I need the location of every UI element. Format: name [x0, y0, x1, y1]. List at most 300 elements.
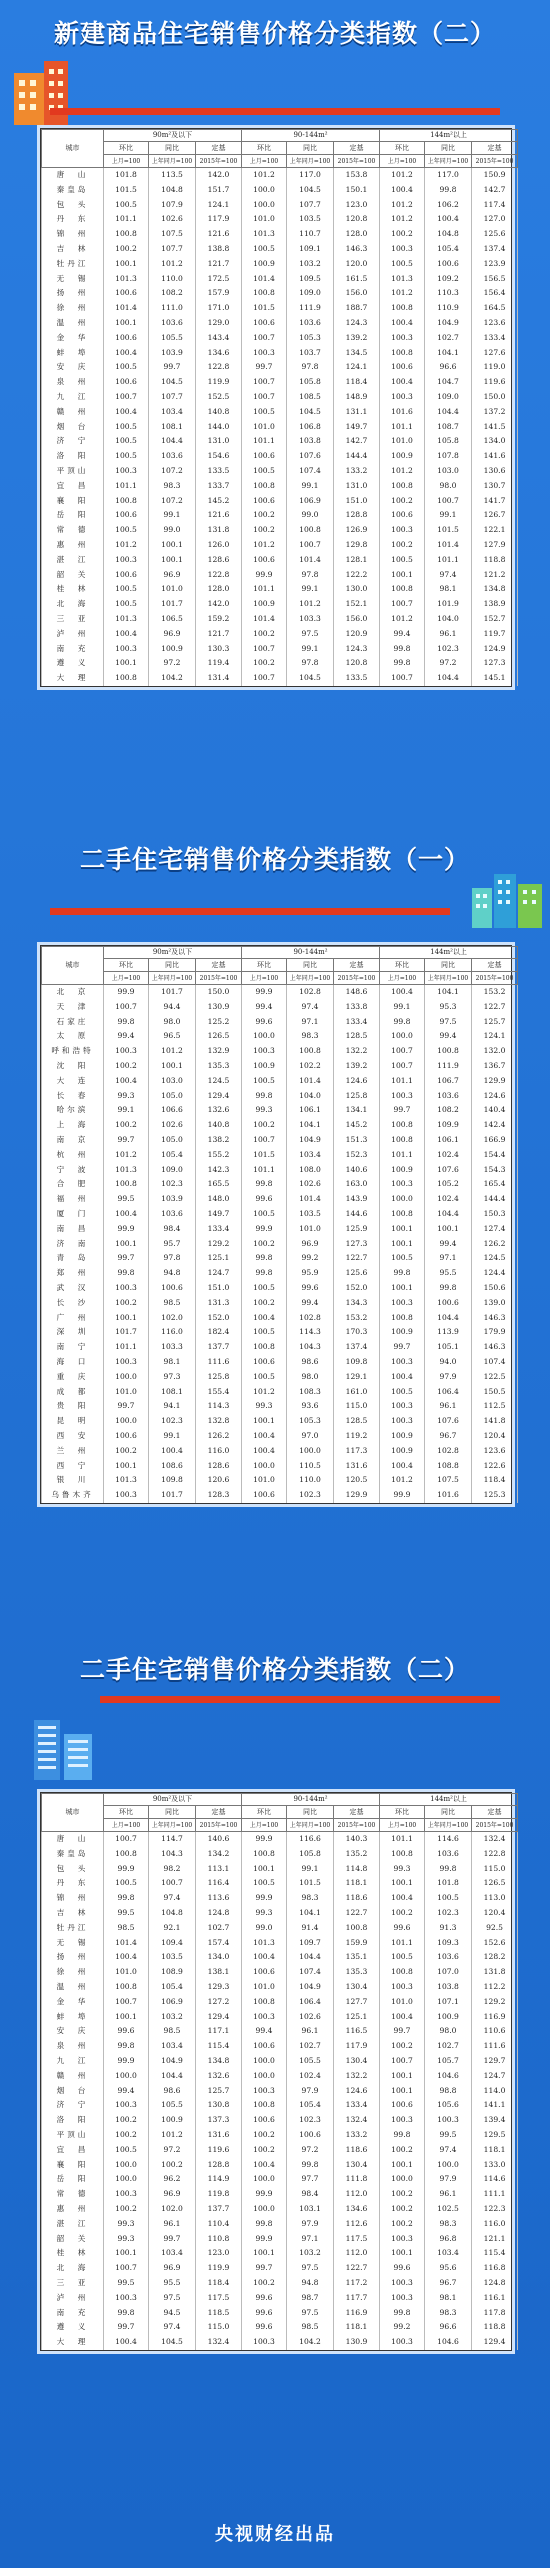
index-value-cell: 96.2 [149, 2172, 196, 2187]
index-value-cell: 100.0 [287, 1444, 334, 1459]
column-base-note: 2015年=100 [196, 1819, 242, 1832]
index-value-cell: 105.8 [425, 434, 472, 449]
index-value-cell: 130.8 [196, 2098, 242, 2113]
index-value-cell: 106.1 [287, 1103, 334, 1118]
table-row [42, 1074, 518, 1089]
index-value-cell: 128.5 [334, 1029, 380, 1044]
index-value-cell: 96.8 [425, 2232, 472, 2247]
index-value-cell: 100.7 [242, 642, 287, 657]
index-value-cell: 141.7 [472, 494, 518, 509]
index-value-cell: 96.7 [425, 1429, 472, 1444]
index-value-cell: 102.8 [425, 1444, 472, 1459]
index-value-cell: 119.6 [472, 375, 518, 390]
index-value-cell: 97.1 [287, 2232, 334, 2247]
index-value-cell: 98.7 [287, 2291, 334, 2306]
index-value-cell: 100.9 [380, 1444, 425, 1459]
index-value-cell: 100.9 [242, 257, 287, 272]
table-row [42, 405, 518, 420]
index-value-cell: 99.9 [242, 1222, 287, 1237]
index-value-cell: 99.4 [287, 1296, 334, 1311]
index-value-cell: 118.4 [472, 1473, 518, 1488]
index-value-cell: 101.6 [380, 405, 425, 420]
index-value-cell: 132.4 [334, 2113, 380, 2128]
index-value-cell: 100.2 [104, 1059, 149, 1074]
city-cell: 锦 州 [42, 227, 104, 242]
city-cell: 呼和浩特 [42, 1044, 104, 1059]
index-value-cell: 134.0 [472, 434, 518, 449]
index-value-cell: 116.9 [334, 2306, 380, 2321]
index-value-cell: 100.3 [380, 1414, 425, 1429]
index-value-cell: 100.5 [242, 464, 287, 479]
column-sub-header: 定基 [472, 1806, 518, 1819]
index-value-cell: 111.6 [472, 2039, 518, 2054]
index-value-cell: 130.9 [334, 2335, 380, 2350]
index-value-cell: 105.1 [425, 1340, 472, 1355]
index-value-cell: 107.8 [425, 449, 472, 464]
column-base-note: 上年同月=100 [287, 155, 334, 168]
city-cell: 丹 东 [42, 212, 104, 227]
column-base-note: 2015年=100 [472, 1819, 518, 1832]
footer-credit: 央视财经出品 [215, 2524, 335, 2545]
index-value-cell: 100.4 [242, 1950, 287, 1965]
index-value-cell: 100.3 [104, 1044, 149, 1059]
index-value-cell: 109.0 [149, 1163, 196, 1178]
table-row [42, 1965, 518, 1980]
index-value-cell: 94.5 [149, 2306, 196, 2321]
index-value-cell: 99.8 [425, 1281, 472, 1296]
index-value-cell: 155.4 [196, 1385, 242, 1400]
index-value-cell: 100.8 [242, 2098, 287, 2113]
index-value-cell: 120.8 [334, 656, 380, 671]
index-value-cell: 125.6 [334, 1266, 380, 1281]
column-base-note: 上年同月=100 [149, 972, 196, 985]
index-value-cell: 150.5 [472, 1385, 518, 1400]
index-value-cell: 96.1 [149, 2217, 196, 2232]
index-value-cell: 111.0 [149, 301, 196, 316]
index-value-cell: 96.1 [425, 2187, 472, 2202]
index-value-cell: 98.5 [104, 1921, 149, 1936]
index-value-cell: 94.1 [149, 1399, 196, 1414]
index-value-cell: 100.1 [104, 2010, 149, 2025]
index-value-cell: 106.4 [425, 1385, 472, 1400]
index-value-cell: 120.9 [334, 627, 380, 642]
index-value-cell: 134.8 [472, 582, 518, 597]
index-value-cell: 101.3 [104, 1473, 149, 1488]
index-value-cell: 117.5 [334, 2232, 380, 2247]
index-value-cell: 97.5 [287, 627, 334, 642]
index-value-cell: 124.6 [472, 1089, 518, 1104]
index-value-cell: 102.3 [425, 1906, 472, 1921]
index-value-cell: 122.5 [472, 1370, 518, 1385]
index-value-cell: 100.4 [104, 1950, 149, 1965]
table-row [42, 1847, 518, 1862]
index-value-cell: 105.7 [425, 2054, 472, 2069]
index-value-cell: 99.8 [380, 2128, 425, 2143]
index-value-cell: 118.4 [196, 2276, 242, 2291]
index-value-cell: 114.9 [196, 2172, 242, 2187]
index-value-cell: 155.2 [196, 1148, 242, 1163]
index-value-cell: 100.8 [380, 1965, 425, 1980]
index-value-cell: 100.1 [380, 2084, 425, 2099]
index-value-cell: 104.9 [287, 1133, 334, 1148]
index-value-cell: 102.4 [425, 1148, 472, 1163]
index-value-cell: 100.4 [104, 405, 149, 420]
index-value-cell: 121.6 [196, 227, 242, 242]
city-cell: 平顶山 [42, 2128, 104, 2143]
column-base-note: 2015年=100 [334, 1819, 380, 1832]
table-row [42, 1059, 518, 1074]
index-value-cell: 99.5 [104, 2276, 149, 2291]
index-value-cell: 102.6 [287, 1177, 334, 1192]
index-value-cell: 129.8 [334, 538, 380, 553]
column-sub-header: 环比 [380, 142, 425, 155]
table-row [42, 985, 518, 1000]
index-value-cell: 101.4 [242, 612, 287, 627]
index-value-cell: 119.9 [196, 2261, 242, 2276]
index-value-cell: 100.5 [242, 1370, 287, 1385]
index-value-cell: 140.6 [196, 1832, 242, 1847]
table-card-1 [40, 128, 512, 687]
index-value-cell: 105.5 [287, 2054, 334, 2069]
index-value-cell: 148.9 [334, 390, 380, 405]
index-value-cell: 119.7 [472, 627, 518, 642]
index-value-cell: 100.8 [104, 1847, 149, 1862]
index-value-cell: 103.9 [149, 1192, 196, 1207]
index-value-cell: 124.5 [472, 1251, 518, 1266]
index-value-cell: 104.1 [287, 1906, 334, 1921]
city-cell: 遵 义 [42, 656, 104, 671]
index-value-cell: 123.0 [196, 2246, 242, 2261]
index-value-cell: 124.3 [334, 316, 380, 331]
index-value-cell: 111.9 [287, 301, 334, 316]
index-value-cell: 99.7 [242, 2261, 287, 2276]
city-cell: 秦皇岛 [42, 183, 104, 198]
index-value-cell: 104.1 [425, 985, 472, 1000]
table-row [42, 1921, 518, 1936]
index-value-cell: 128.3 [196, 1488, 242, 1503]
index-value-cell: 99.1 [104, 1103, 149, 1118]
index-value-cell: 100.9 [380, 1163, 425, 1178]
index-value-cell: 100.2 [104, 1296, 149, 1311]
index-value-cell: 100.6 [242, 1488, 287, 1503]
index-value-cell: 101.3 [380, 272, 425, 287]
city-cell: 太 原 [42, 1029, 104, 1044]
index-value-cell: 100.0 [380, 2172, 425, 2187]
column-base-note: 上月=100 [380, 972, 425, 985]
column-sub-header: 同比 [287, 142, 334, 155]
index-value-cell: 97.1 [425, 1251, 472, 1266]
index-value-cell: 100.8 [425, 1044, 472, 1059]
index-value-cell: 145.2 [196, 494, 242, 509]
index-value-cell: 140.8 [196, 1118, 242, 1133]
index-value-cell: 137.4 [334, 1340, 380, 1355]
index-value-cell: 116.5 [334, 2024, 380, 2039]
index-value-cell: 104.1 [287, 1118, 334, 1133]
index-value-cell: 100.3 [380, 523, 425, 538]
table-row [42, 2335, 518, 2350]
index-value-cell: 102.3 [287, 1488, 334, 1503]
table-row [42, 198, 518, 213]
index-value-cell: 109.0 [425, 390, 472, 405]
index-value-cell: 152.0 [334, 1281, 380, 1296]
index-value-cell: 118.6 [334, 1891, 380, 1906]
table-row [42, 1103, 518, 1118]
index-value-cell: 102.3 [149, 1414, 196, 1429]
index-value-cell: 97.4 [149, 2320, 196, 2335]
index-value-cell: 125.6 [472, 227, 518, 242]
index-value-cell: 101.8 [104, 168, 149, 183]
index-value-cell: 131.6 [196, 2128, 242, 2143]
city-cell: 合 肥 [42, 1177, 104, 1192]
index-value-cell: 117.7 [334, 2291, 380, 2306]
index-value-cell: 101.2 [242, 538, 287, 553]
index-value-cell: 109.9 [425, 1118, 472, 1133]
city-cell: 平顶山 [42, 464, 104, 479]
city-cell: 泉 州 [42, 2039, 104, 2054]
index-value-cell: 100.6 [104, 508, 149, 523]
index-value-cell: 104.4 [425, 405, 472, 420]
index-value-cell: 124.8 [472, 2276, 518, 2291]
table-row [42, 1473, 518, 1488]
index-value-cell: 127.9 [472, 538, 518, 553]
index-value-cell: 132.4 [196, 2335, 242, 2350]
index-value-cell: 103.0 [425, 464, 472, 479]
index-value-cell: 124.6 [334, 2084, 380, 2099]
index-value-cell: 100.6 [425, 1296, 472, 1311]
index-value-cell: 96.1 [425, 1399, 472, 1414]
index-value-cell: 135.1 [334, 1950, 380, 1965]
index-value-cell: 99.8 [242, 1177, 287, 1192]
index-value-cell: 109.3 [425, 1936, 472, 1951]
index-value-cell: 100.6 [380, 2098, 425, 2113]
index-value-cell: 100.3 [104, 2187, 149, 2202]
index-value-cell: 113.0 [472, 1891, 518, 1906]
index-value-cell: 107.4 [287, 1965, 334, 1980]
index-value-cell: 132.6 [196, 1103, 242, 1118]
index-value-cell: 99.8 [104, 2039, 149, 2054]
table-row [42, 1429, 518, 1444]
table-row [42, 627, 518, 642]
index-value-cell: 127.3 [334, 1237, 380, 1252]
city-cell: 吉 林 [42, 242, 104, 257]
table-row [42, 434, 518, 449]
index-value-cell: 101.4 [287, 1192, 334, 1207]
index-value-cell: 121.6 [196, 508, 242, 523]
index-value-cell: 100.3 [380, 390, 425, 405]
index-value-cell: 133.4 [472, 331, 518, 346]
price-index-table [41, 129, 518, 686]
index-value-cell: 101.2 [380, 168, 425, 183]
index-value-cell: 100.1 [380, 2246, 425, 2261]
index-value-cell: 100.2 [104, 1444, 149, 1459]
index-value-cell: 100.3 [104, 1355, 149, 1370]
index-value-cell: 100.4 [149, 1444, 196, 1459]
index-value-cell: 122.7 [472, 1000, 518, 1015]
table-row [42, 1044, 518, 1059]
table-card-2 [40, 945, 512, 1504]
index-value-cell: 133.5 [334, 671, 380, 686]
index-value-cell: 97.2 [425, 656, 472, 671]
index-value-cell: 99.8 [380, 1015, 425, 1030]
index-value-cell: 107.6 [425, 1414, 472, 1429]
index-value-cell: 99.2 [380, 2320, 425, 2335]
index-value-cell: 103.6 [149, 316, 196, 331]
table-row [42, 612, 518, 627]
index-value-cell: 108.6 [149, 1459, 196, 1474]
index-value-cell: 131.8 [472, 1965, 518, 1980]
index-value-cell: 117.5 [196, 2291, 242, 2306]
index-value-cell: 100.1 [380, 1876, 425, 1891]
index-value-cell: 100.0 [104, 1414, 149, 1429]
index-value-cell: 119.6 [196, 2143, 242, 2158]
index-value-cell: 141.1 [472, 2098, 518, 2113]
index-value-cell: 100.7 [380, 2054, 425, 2069]
index-value-cell: 99.3 [242, 1906, 287, 1921]
index-value-cell: 142.4 [472, 1118, 518, 1133]
table-row [42, 1222, 518, 1237]
index-value-cell: 134.8 [196, 2054, 242, 2069]
index-value-cell: 154.6 [196, 449, 242, 464]
city-cell: 桂 林 [42, 2246, 104, 2261]
index-value-cell: 101.5 [242, 1148, 287, 1163]
index-value-cell: 124.1 [196, 198, 242, 213]
index-value-cell: 106.9 [287, 494, 334, 509]
index-value-cell: 100.4 [380, 375, 425, 390]
index-value-cell: 103.3 [287, 612, 334, 627]
index-value-cell: 100.2 [242, 1237, 287, 1252]
index-value-cell: 142.7 [472, 183, 518, 198]
index-value-cell: 99.9 [104, 1862, 149, 1877]
index-value-cell: 105.4 [425, 242, 472, 257]
index-value-cell: 100.0 [242, 183, 287, 198]
index-value-cell: 103.5 [287, 1207, 334, 1222]
index-value-cell: 98.8 [425, 2084, 472, 2099]
index-value-cell: 101.5 [287, 1876, 334, 1891]
index-value-cell: 101.2 [149, 2128, 196, 2143]
index-value-cell: 92.1 [149, 1921, 196, 1936]
index-value-cell: 125.1 [196, 1251, 242, 1266]
index-value-cell: 131.4 [196, 671, 242, 686]
index-value-cell: 104.8 [425, 227, 472, 242]
city-cell: 郑 州 [42, 1266, 104, 1281]
index-value-cell: 100.0 [104, 2172, 149, 2187]
index-value-cell: 97.5 [425, 1015, 472, 1030]
title-band-1 [50, 108, 500, 115]
city-cell: 长 春 [42, 1089, 104, 1104]
table-row [42, 582, 518, 597]
table-row [42, 2084, 518, 2099]
city-cell: 温 州 [42, 316, 104, 331]
index-value-cell: 117.0 [287, 168, 334, 183]
table-row [42, 1385, 518, 1400]
index-value-cell: 118.4 [334, 375, 380, 390]
index-value-cell: 100.5 [104, 597, 149, 612]
column-sub-header: 同比 [425, 959, 472, 972]
index-value-cell: 97.3 [149, 1370, 196, 1385]
index-value-cell: 99.1 [149, 1429, 196, 1444]
index-value-cell: 96.1 [287, 2024, 334, 2039]
index-value-cell: 149.7 [334, 420, 380, 435]
index-value-cell: 124.1 [334, 360, 380, 375]
table-row [42, 1355, 518, 1370]
index-value-cell: 100.7 [242, 331, 287, 346]
index-value-cell: 100.3 [380, 1355, 425, 1370]
index-value-cell: 100.3 [242, 2335, 287, 2350]
table-row [42, 1029, 518, 1044]
index-value-cell: 145.1 [472, 671, 518, 686]
index-value-cell: 100.4 [104, 346, 149, 361]
index-value-cell: 100.6 [149, 1281, 196, 1296]
table-row [42, 2098, 518, 2113]
index-value-cell: 128.5 [334, 1414, 380, 1429]
index-value-cell: 124.8 [196, 1906, 242, 1921]
index-value-cell: 115.0 [472, 1862, 518, 1877]
index-value-cell: 100.7 [380, 1059, 425, 1074]
index-value-cell: 104.2 [287, 2335, 334, 2350]
city-cell: 安 庆 [42, 2024, 104, 2039]
index-value-cell: 120.6 [196, 1473, 242, 1488]
index-value-cell: 107.5 [149, 227, 196, 242]
index-value-cell: 108.3 [287, 1385, 334, 1400]
city-cell: 徐 州 [42, 301, 104, 316]
index-value-cell: 140.4 [472, 1103, 518, 1118]
index-value-cell: 108.1 [149, 420, 196, 435]
city-cell: 包 头 [42, 1862, 104, 1877]
column-sub-header: 环比 [380, 959, 425, 972]
index-value-cell: 99.1 [287, 479, 334, 494]
city-cell: 泸 州 [42, 2291, 104, 2306]
index-value-cell: 99.7 [104, 1133, 149, 1148]
table-row [42, 464, 518, 479]
index-value-cell: 125.8 [196, 1370, 242, 1385]
index-value-cell: 100.1 [104, 1459, 149, 1474]
table-row [42, 227, 518, 242]
index-value-cell: 117.2 [334, 2276, 380, 2291]
city-cell: 牡丹江 [42, 1921, 104, 1936]
index-value-cell: 99.0 [149, 523, 196, 538]
table-row [42, 656, 518, 671]
column-base-note: 上月=100 [104, 155, 149, 168]
index-value-cell: 100.5 [242, 242, 287, 257]
index-value-cell: 99.5 [104, 1906, 149, 1921]
table-row [42, 1488, 518, 1503]
index-value-cell: 96.9 [149, 2187, 196, 2202]
index-value-cell: 126.2 [472, 1237, 518, 1252]
index-value-cell: 150.0 [196, 985, 242, 1000]
index-value-cell: 98.0 [425, 2024, 472, 2039]
index-value-cell: 109.0 [287, 286, 334, 301]
index-value-cell: 99.4 [380, 627, 425, 642]
column-group-header: 144m²以上 [380, 130, 518, 142]
index-value-cell: 94.8 [149, 1266, 196, 1281]
index-value-cell: 152.6 [472, 1936, 518, 1951]
index-value-cell: 100.1 [380, 568, 425, 583]
column-header-city: 城市 [42, 1794, 104, 1832]
index-value-cell: 100.0 [104, 2069, 149, 2084]
table-row [42, 2320, 518, 2335]
index-value-cell: 127.0 [472, 212, 518, 227]
index-value-cell: 108.0 [287, 1163, 334, 1178]
index-value-cell: 100.6 [242, 1355, 287, 1370]
table-row [42, 1459, 518, 1474]
index-value-cell: 96.7 [425, 2276, 472, 2291]
table-row [42, 1207, 518, 1222]
index-value-cell: 124.9 [472, 642, 518, 657]
index-value-cell: 125.7 [196, 2084, 242, 2099]
index-value-cell: 97.5 [287, 2306, 334, 2321]
index-value-cell: 154.4 [472, 1148, 518, 1163]
index-value-cell: 99.8 [242, 1266, 287, 1281]
